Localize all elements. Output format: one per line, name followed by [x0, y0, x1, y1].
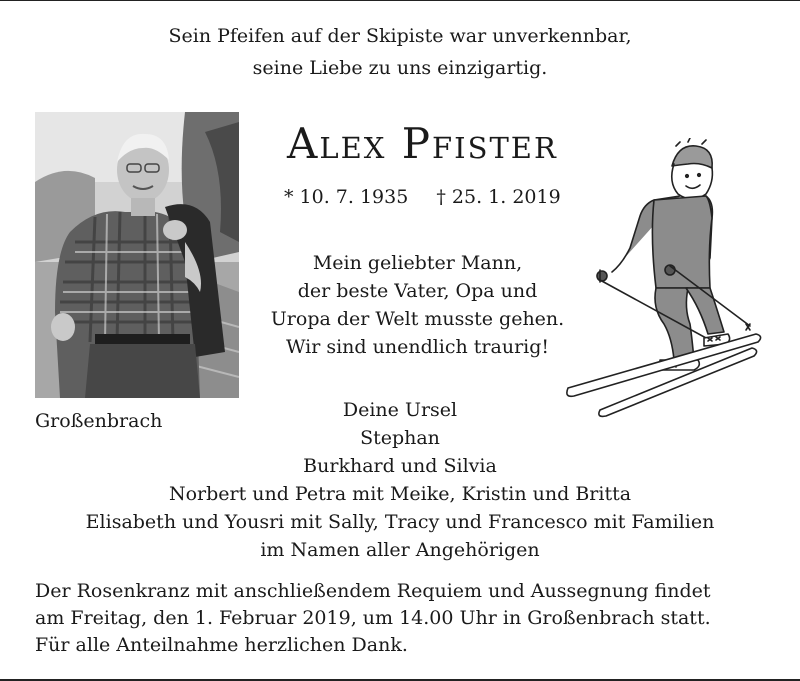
poem-line: der beste Vater, Opa und [297, 280, 538, 302]
poem-line: Mein geliebter Mann, [312, 252, 523, 274]
mourner-line: Burkhard und Silvia [303, 455, 497, 477]
life-dates [284, 186, 561, 208]
notice-line: am Freitag, den 1. Februar 2019, um 14.00 Uhr in Großenbrach statt. [35, 607, 711, 629]
notice-line: Für alle Anteilnahme herzlichen Dank. [35, 634, 408, 656]
motto-line-1: Sein Pfeifen auf der Skipiste war unverkennbar, [168, 25, 632, 47]
top-border [0, 0, 800, 1]
notice-line: Der Rosenkranz mit anschließendem Requiem und Aussegnung findet [35, 580, 711, 602]
poem-line: Uropa der Welt musste gehen. [270, 308, 565, 330]
mourner-line: Stephan [360, 427, 440, 449]
mourner-line: im Namen aller Angehörigen [260, 539, 540, 561]
skier-drawing [560, 138, 770, 418]
poem [255, 249, 580, 361]
deceased-name: Alex Pfister [287, 119, 558, 168]
mourner-line: Deine Ursel [342, 399, 458, 421]
motto [0, 20, 800, 84]
birth-date: * 10. 7. 1935 [284, 186, 409, 208]
mourner-line: Elisabeth und Yousri mit Sally, Tracy und Francesco mit Familien [85, 511, 715, 533]
motto-line-2: seine Liebe zu uns einzigartig. [252, 57, 548, 79]
location-label: Großenbrach [35, 410, 163, 432]
portrait-photo [35, 112, 239, 398]
mourner-line: Norbert und Petra mit Meike, Kristin und Britta [168, 483, 632, 505]
poem-line: Wir sind unendlich traurig! [285, 336, 550, 358]
service-notice [35, 578, 711, 659]
death-date: † 25. 1. 2019 [436, 186, 561, 208]
mourners-list [0, 396, 800, 564]
